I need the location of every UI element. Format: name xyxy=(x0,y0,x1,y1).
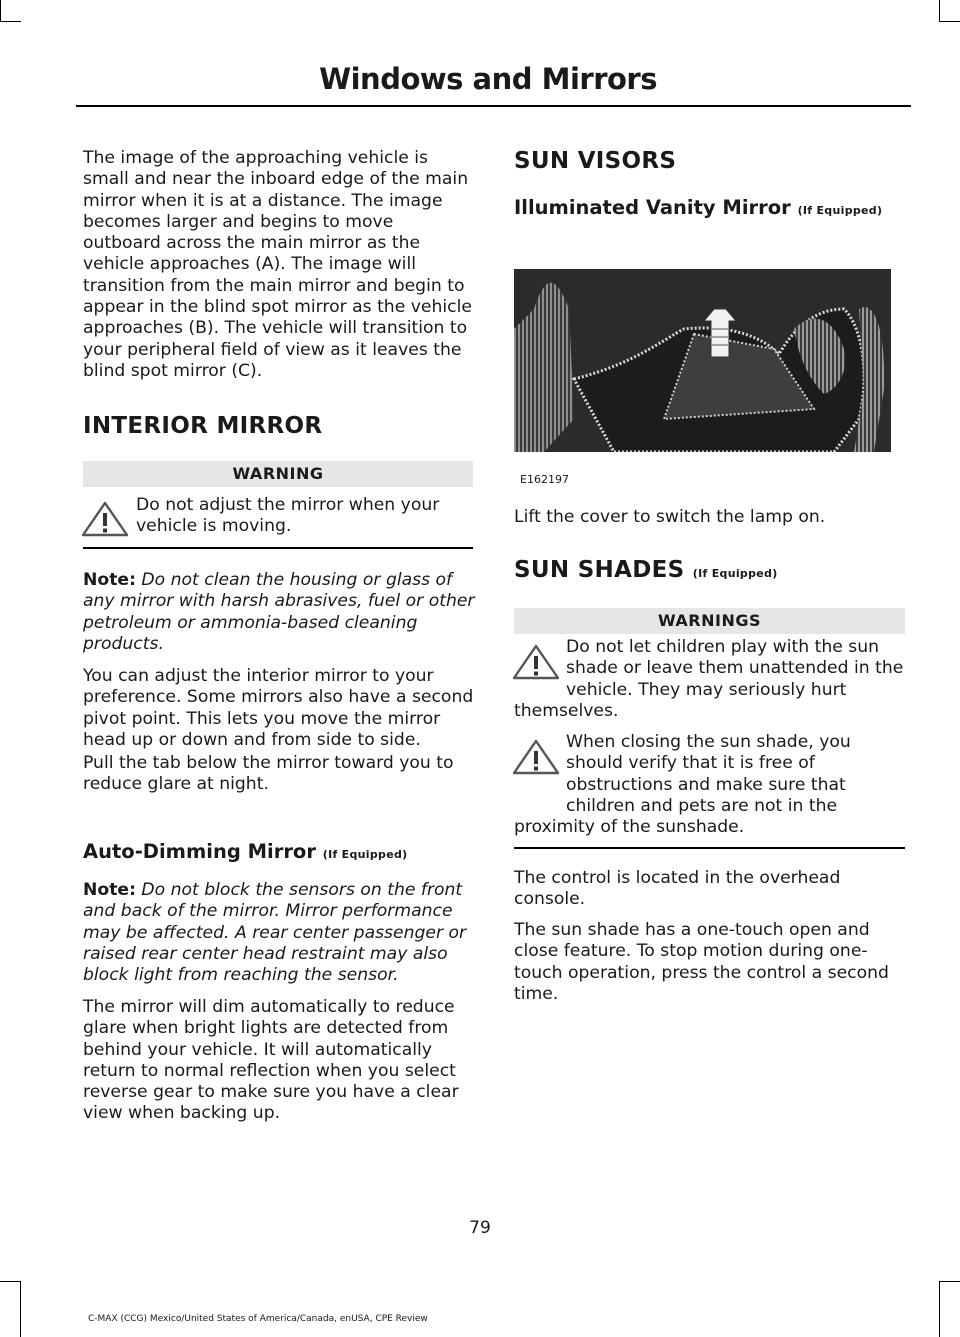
crop-mark xyxy=(0,0,1,22)
warning-text: Do not adjust the mirror when your vehicle is moving. xyxy=(136,495,440,537)
note-label: Note: xyxy=(83,880,136,900)
vanity-mirror-heading xyxy=(514,196,882,219)
warning-text-closing: When closing the sun shade, you should verify that it is free of obstructions and make sure that children and pets are not in the proximity of the sunshade. xyxy=(514,732,851,838)
sun-visors-heading: SUN VISORS xyxy=(514,148,677,174)
warning-text xyxy=(514,732,906,838)
crop-mark xyxy=(939,0,940,22)
document-info: C-MAX (CCG) Mexico/United States of America/Canada, enUSA, CPE Review xyxy=(88,1314,428,1324)
crop-mark xyxy=(939,1281,940,1337)
lift-cover-paragraph: Lift the cover to switch the lamp on. xyxy=(514,507,826,527)
note-paragraph xyxy=(83,570,478,655)
page-number: 79 xyxy=(469,1218,491,1238)
note-text: Do not clean the housing or glass of any mirror with harsh abrasives, fuel or other petroleum or ammonia-based cleaning products. xyxy=(83,570,475,654)
image-code: E162197 xyxy=(520,473,569,486)
warnings-bar: WARNINGS xyxy=(514,608,905,634)
warning-text xyxy=(514,637,906,722)
tab-paragraph: Pull the tab below the mirror toward you to reduce glare at night. xyxy=(83,753,454,795)
note-paragraph xyxy=(83,880,478,986)
crop-mark xyxy=(20,1281,21,1337)
note-text: Do not block the sensors on the front and back of the mirror. Mirror performance may be affected. A rear center passenger or raised rear center head restraint may also block light from reaching the sensor. xyxy=(83,880,467,986)
crop-mark xyxy=(939,21,960,22)
if-equipped-label: (If Equipped) xyxy=(692,567,778,580)
warning-triangle-icon xyxy=(80,500,130,538)
header-divider xyxy=(76,105,911,107)
sun-shades-heading xyxy=(514,557,778,583)
vanity-mirror-title: Illuminated Vanity Mirror xyxy=(514,196,791,219)
if-equipped-label: (If Equipped) xyxy=(797,204,883,217)
warning-bar: WARNING xyxy=(83,461,473,487)
left-column xyxy=(83,148,475,382)
page-title: Windows and Mirrors xyxy=(319,62,657,96)
auto-dimming-heading xyxy=(83,840,408,863)
crop-mark xyxy=(940,1281,960,1282)
control-location-paragraph: The control is located in the overhead console. xyxy=(514,868,841,910)
intro-paragraph: The image of the approaching vehicle is small and near the inboard edge of the main mirror when it is at a distance. The image becomes larger and begins to move outboard across the main mirror as the vehicle approaches (A). The image will transition from the main mirror and begin to appear in the blind spot mirror as the vehicle approaches (B). The vehicle will transition to your peripheral field of view as it leaves the blind spot mirror (C). xyxy=(83,148,472,381)
crop-mark xyxy=(0,1281,20,1282)
interior-mirror-heading: INTERIOR MIRROR xyxy=(83,413,323,439)
auto-dimming-title: Auto-Dimming Mirror xyxy=(83,840,316,863)
auto-dim-paragraph: The mirror will dim automatically to reduce glare when bright lights are detected from behind your vehicle. It will automatically return to normal reflection when you select reverse gear to make sure you have a clear view when backing up. xyxy=(83,997,459,1124)
if-equipped-label: (If Equipped) xyxy=(322,848,408,861)
vanity-mirror-illustration xyxy=(514,269,891,452)
crop-mark xyxy=(1,21,21,22)
one-touch-paragraph: The sun shade has a one-touch open and close feature. To stop motion during one-touch operation, press the control a second time. xyxy=(514,920,889,1004)
warning-text-children: Do not let children play with the sun shade or leave them unattended in the vehicle. They may seriously hurt themselves. xyxy=(514,637,904,721)
warning-divider xyxy=(514,847,905,849)
icon-spacer xyxy=(514,732,566,796)
adjust-paragraph: You can adjust the interior mirror to your preference. Some mirrors also have a second pivot point. This lets you move the mirror head up or down and from side to side. xyxy=(83,666,474,750)
note-label: Note: xyxy=(83,570,136,590)
warning-divider xyxy=(83,547,473,549)
sun-shades-title: SUN SHADES xyxy=(514,557,685,583)
icon-spacer xyxy=(514,637,566,681)
